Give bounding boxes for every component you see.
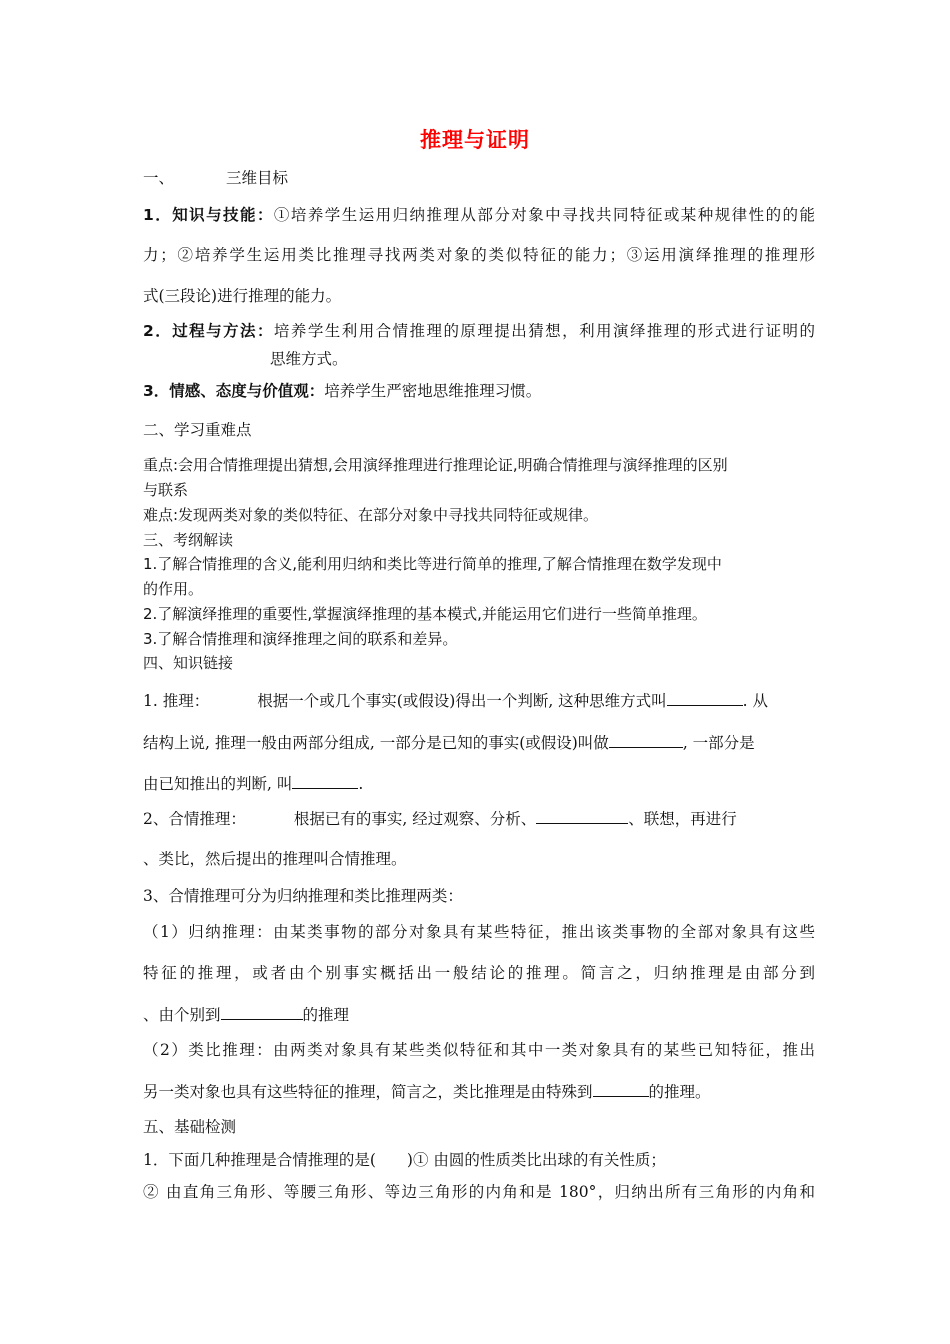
fill-in-blank[interactable] bbox=[221, 1004, 303, 1020]
text-run: 由已知推出的判断, 叫 bbox=[143, 775, 293, 793]
section-heading-test: 五、基础检测 bbox=[143, 1118, 237, 1136]
goal-process-line1 bbox=[143, 321, 815, 341]
fill-in-blank[interactable] bbox=[667, 690, 743, 706]
item-label: 1. 推理： bbox=[143, 692, 210, 710]
fill-in-blank[interactable] bbox=[593, 1081, 649, 1097]
goal-label: 2．过程与方法： bbox=[143, 322, 274, 340]
text-run: 根据已有的事实, 经过观察、分析、 bbox=[293, 810, 537, 828]
goal-text: 培养学生利用合情推理的原理提出猜想，利用演绎推理的形式进行证明的 bbox=[273, 322, 815, 340]
goal-text: 培养学生严密地思维推理习惯。 bbox=[324, 382, 542, 400]
knowledge-p2-line2: 、类比，然后提出的推理叫合情推理。 bbox=[143, 850, 407, 868]
knowledge-p1-line1 bbox=[143, 690, 815, 711]
fill-in-blank[interactable] bbox=[292, 773, 358, 789]
text-run: 、联想，再进行 bbox=[628, 810, 737, 828]
knowledge-p5-line1: （2）类比推理：由两类对象具有某些类似特征和其中一类对象具有的某些已知特征，推出 bbox=[143, 1041, 815, 1059]
text-run: 的推理 bbox=[302, 1006, 350, 1024]
syllabus-item3: 3.了解合情推理和演绎推理之间的联系和差异。 bbox=[143, 630, 458, 648]
text-run: , 一部分是 bbox=[682, 734, 755, 752]
text-run: 另一类对象也具有这些特征的推理，简言之，类比推理是由特殊到 bbox=[143, 1083, 593, 1101]
section-heading-goals bbox=[143, 168, 815, 188]
fill-in-blank[interactable] bbox=[609, 732, 683, 748]
goal-process-line2: 思维方式。 bbox=[270, 350, 348, 368]
knowledge-p3: 3、合情推理可分为归纳推理和类比推理两类： bbox=[143, 887, 463, 905]
key-point-line1: 重点:会用合情推理提出猜想,会用演绎推理进行推理论证,明确合情推理与演绎推理的区别 bbox=[143, 456, 728, 474]
page-title: 推理与证明 bbox=[420, 128, 530, 152]
goal-knowledge-line1 bbox=[143, 205, 815, 225]
goal-knowledge-line3: 式(三段论)进行推理的能力。 bbox=[143, 287, 342, 305]
text-run: 、由个别到 bbox=[143, 1006, 221, 1024]
goal-label: 3．情感、态度与价值观： bbox=[143, 382, 325, 400]
syllabus-item1-line1: 1.了解合情推理的含义,能利用归纳和类比等进行简单的推理,了解合情推理在数学发现中 bbox=[143, 555, 722, 573]
goal-label: 1．知识与技能： bbox=[143, 206, 274, 224]
knowledge-p4-line1: （1）归纳推理：由某类事物的部分对象具有某些特征，推出该类事物的全部对象具有这些 bbox=[143, 923, 815, 941]
text-run: 的推理。 bbox=[648, 1083, 711, 1101]
syllabus-item2: 2.了解演绎推理的重要性,掌握演绎推理的基本模式,并能运用它们进行一些简单推理。 bbox=[143, 605, 707, 623]
section-title: 三维目标 bbox=[226, 169, 289, 187]
text-run: . 从 bbox=[742, 692, 769, 710]
knowledge-p1-line3 bbox=[143, 773, 815, 794]
text-run: 结构上说, 推理一般由两部分组成, 一部分是已知的事实(或假设)叫做 bbox=[143, 734, 609, 752]
syllabus-item1-line2: 的作用。 bbox=[143, 580, 204, 598]
goal-knowledge-line2: 力；②培养学生运用类比推理寻找两类对象的类似特征的能力；③运用演绎推理的推理形 bbox=[143, 246, 815, 264]
question1-line1: 1．下面几种推理是合情推理的是( )① 由圆的性质类比出球的有关性质； bbox=[143, 1151, 666, 1169]
knowledge-p2-line1 bbox=[143, 808, 815, 829]
item-label: 2、合情推理： bbox=[143, 810, 246, 828]
difficult-point: 难点:发现两类对象的类似特征、在部分对象中寻找共同特征或规律。 bbox=[143, 506, 599, 524]
fill-in-blank[interactable] bbox=[536, 808, 628, 824]
knowledge-p4-line3 bbox=[143, 1004, 815, 1025]
key-point-line2: 与联系 bbox=[143, 481, 189, 499]
section-heading-syllabus: 三、考纲解读 bbox=[143, 531, 234, 549]
section-heading-keypoints: 二、学习重难点 bbox=[143, 421, 252, 439]
knowledge-p4-line2: 特征的推理，或者由个别事实概括出一般结论的推理。简言之，归纳推理是由部分到 bbox=[143, 964, 815, 982]
text-run: 根据一个或几个事实(或假设)得出一个判断, 这种思维方式叫 bbox=[257, 692, 667, 710]
question1-line2: ② 由直角三角形、等腰三角形、等边三角形的内角和是 180°，归纳出所有三角形的内角和 bbox=[143, 1183, 815, 1201]
section-heading-knowledge: 四、知识链接 bbox=[143, 654, 234, 672]
knowledge-p1-line2 bbox=[143, 732, 815, 753]
goal-emotion bbox=[143, 381, 815, 401]
section-number: 一、 bbox=[143, 169, 175, 187]
goal-text: ①培养学生运用归纳推理从部分对象中寻找共同特征或某种规律性的的能 bbox=[273, 206, 815, 224]
knowledge-p5-line2 bbox=[143, 1081, 815, 1102]
text-run: . bbox=[358, 775, 364, 793]
